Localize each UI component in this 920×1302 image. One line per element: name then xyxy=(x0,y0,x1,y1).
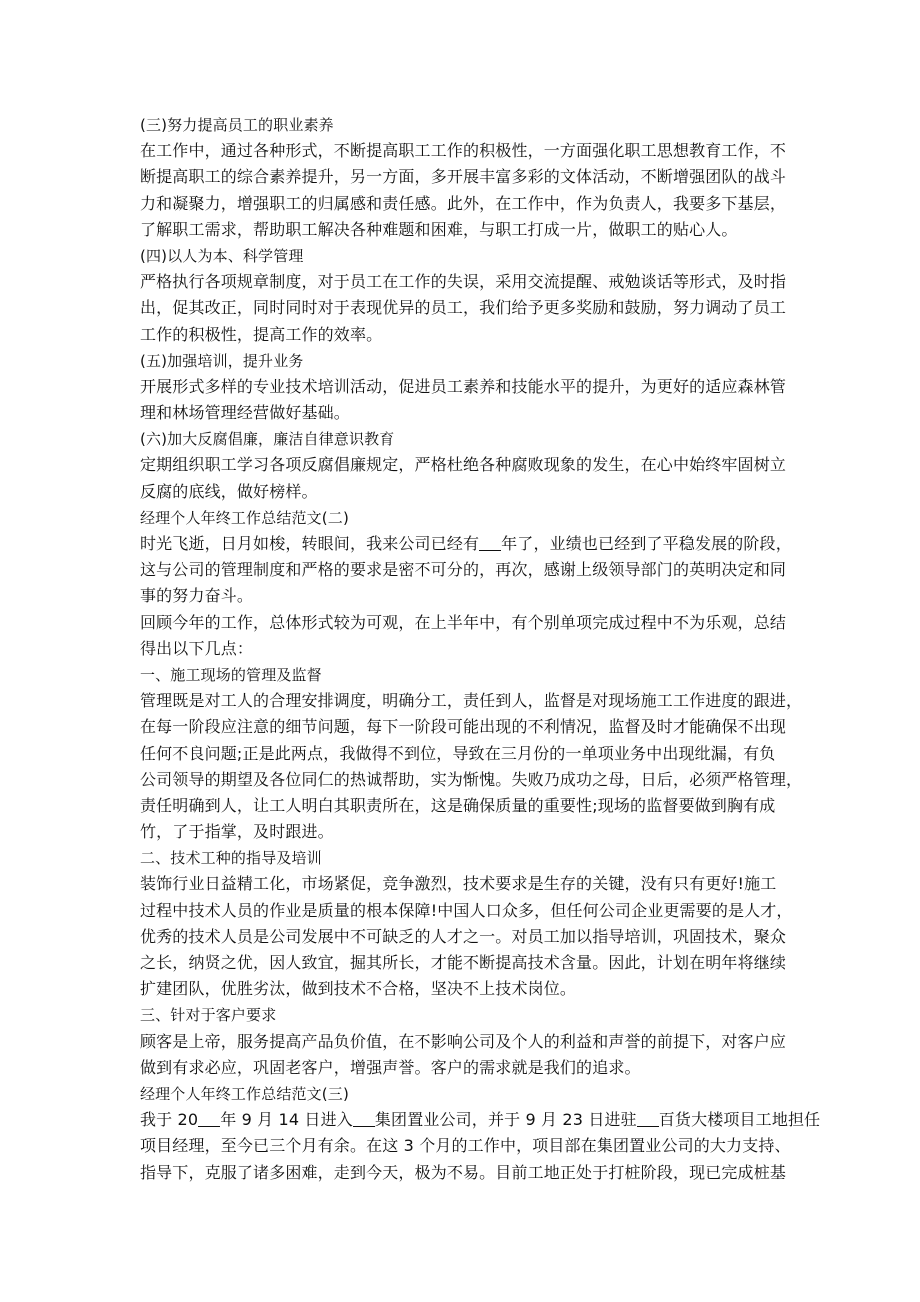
text-line: 严格执行各项规章制度，对于员工在工作的失误，采用交流提醒、戒勉谈话等形式，及时指 xyxy=(140,272,787,292)
text-line: 出，促其改正，同时同时对于表现优异的员工，我们给予更多奖励和鼓励，努力调动了员工 xyxy=(140,298,787,318)
text-line: 扩建团队，优胜劣汰，做到技术不合格，坚决不上技术岗位。 xyxy=(140,979,577,999)
text-segment: 时光飞逝，日月如梭，转眼间，我来公司已经有 xyxy=(140,534,480,553)
text-segment: 百货大楼项目工地担任 xyxy=(658,1110,821,1130)
text-segment: 我于 20 xyxy=(140,1110,199,1130)
text-line: 在每一阶段应注意的细节问题，每下一阶段可能出现的不利情况，监督及时才能确保不出现 xyxy=(140,717,787,737)
text-line: 竹，了于指掌，及时跟进。 xyxy=(140,822,334,842)
text-line: 力和凝聚力，增强职工的归属感和责任感。此外，在工作中，作为负责人，我要多下基层， xyxy=(140,193,787,213)
text-line: 之长，纳贤之优，因人致宜，掘其所长，才能不断提高技术含量。因此，计划在明年将继续 xyxy=(140,953,787,972)
text-line: 过程中技术人员的作业是质量的根本保障!中国人口众多，但任何公司企业更需要的是人才， xyxy=(140,900,793,920)
section-heading: 三、针对于客户要求 xyxy=(140,1006,277,1025)
blank-underline xyxy=(198,1112,220,1127)
text-line: 开展形式多样的专业技术培训活动，促进员工素养和技能水平的提升，为更好的适应森林管 xyxy=(140,376,787,396)
section-heading: (四)以人为本、科学管理 xyxy=(140,246,304,265)
blank-underline xyxy=(637,1112,659,1127)
section-heading: 二、技术工种的指导及培训 xyxy=(140,849,322,868)
text-line: 得出以下几点： xyxy=(140,638,254,658)
text-line: 装饰行业日益精工化，市场紧促，竞争激烈，技术要求是生存的关键，没有只有更好!施工 xyxy=(140,874,777,894)
section-heading: 经理个人年终工作总结范文(二) xyxy=(140,508,349,527)
text-line: 任何不良问题;正是此两点，我做得不到位，导致在三月份的一单项业务中出现纰漏，有负 xyxy=(140,743,776,763)
section-heading: 经理个人年终工作总结范文(三) xyxy=(140,1084,349,1103)
section-heading: (五)加强培训，提升业务 xyxy=(140,351,304,370)
text-line: 断提高职工的综合素养提升，另一方面，多开展丰富多彩的文体活动，不断增强团队的战斗 xyxy=(140,167,787,187)
text-line: 责任明确到人，让工人明白其职责所在，这是确保质量的重要性;现场的监督要做到胸有成 xyxy=(140,795,776,815)
section-heading: (三)努力提高员工的职业素养 xyxy=(140,116,334,134)
text-line: 管理既是对工人的合理安排调度，明确分工，责任到人，监督是对现场施工工作进度的跟进， xyxy=(140,691,803,711)
section-heading: 一、施工现场的管理及监督 xyxy=(140,665,322,684)
text-line: 做到有求必应，巩固老客户，增强声誉。客户的需求就是我们的追求。 xyxy=(140,1057,641,1077)
text-segment: 集团置业公司，并于 9 月 23 日进驻 xyxy=(374,1110,637,1130)
text-line xyxy=(140,1107,821,1133)
text-line: 事的努力奋斗。 xyxy=(140,586,254,606)
section-heading: (六)加大反腐倡廉，廉洁自律意识教育 xyxy=(140,430,395,449)
text-line: 优秀的技术人员是公司发展中不可缺乏的人才之一。对员工加以指导培训，巩固技术，聚众 xyxy=(140,926,787,946)
blank-underline xyxy=(479,536,501,551)
text-line: 回顾今年的工作，总体形式较为可观，在上半年中，有个别单项完成过程中不为乐观，总结 xyxy=(140,612,787,632)
text-line: 顾客是上帝，服务提高产品负价值，在不影响公司及个人的利益和声誉的前提下，对客户应 xyxy=(140,1031,787,1051)
text-line: 工作的积极性，提高工作的效率。 xyxy=(140,324,383,344)
text-segment: 年 9 月 14 日进入 xyxy=(220,1110,353,1130)
text-line: 反腐的底线，做好榜样。 xyxy=(140,481,318,501)
text-line: 项目经理，至今已三个月有余。在这 3 个月的工作中，项目部在集团置业公司的大力支持、 xyxy=(140,1136,791,1156)
text-line: 这与公司的管理制度和严格的要求是密不可分的，再次，感谢上级领导部门的英明决定和同 xyxy=(140,560,787,580)
text-line xyxy=(140,531,790,557)
text-line: 在工作中，通过各种形式，不断提高职工工作的积极性，一方面强化职工思想教育工作，不 xyxy=(140,141,787,161)
blank-underline xyxy=(353,1112,375,1127)
text-line: 定期组织职工学习各项反腐倡廉规定，严格杜绝各种腐败现象的发生，在心中始终牢固树立 xyxy=(140,455,787,475)
document-page xyxy=(140,112,821,1186)
text-segment: 年了，业绩也已经到了平稳发展的阶段， xyxy=(501,534,792,553)
text-line: 公司领导的期望及各位同仁的热诚帮助，实为惭愧。失败乃成功之母，日后，必须严格管理， xyxy=(140,769,803,789)
text-line: 了解职工需求，帮助职工解决各种难题和困难，与职工打成一片，做职工的贴心人。 xyxy=(140,219,738,239)
text-line: 指导下，克服了诸多困难，走到今天，极为不易。目前工地正处于打桩阶段，现已完成桩基 xyxy=(140,1162,787,1182)
text-line: 理和林场管理经营做好基础。 xyxy=(140,403,350,423)
